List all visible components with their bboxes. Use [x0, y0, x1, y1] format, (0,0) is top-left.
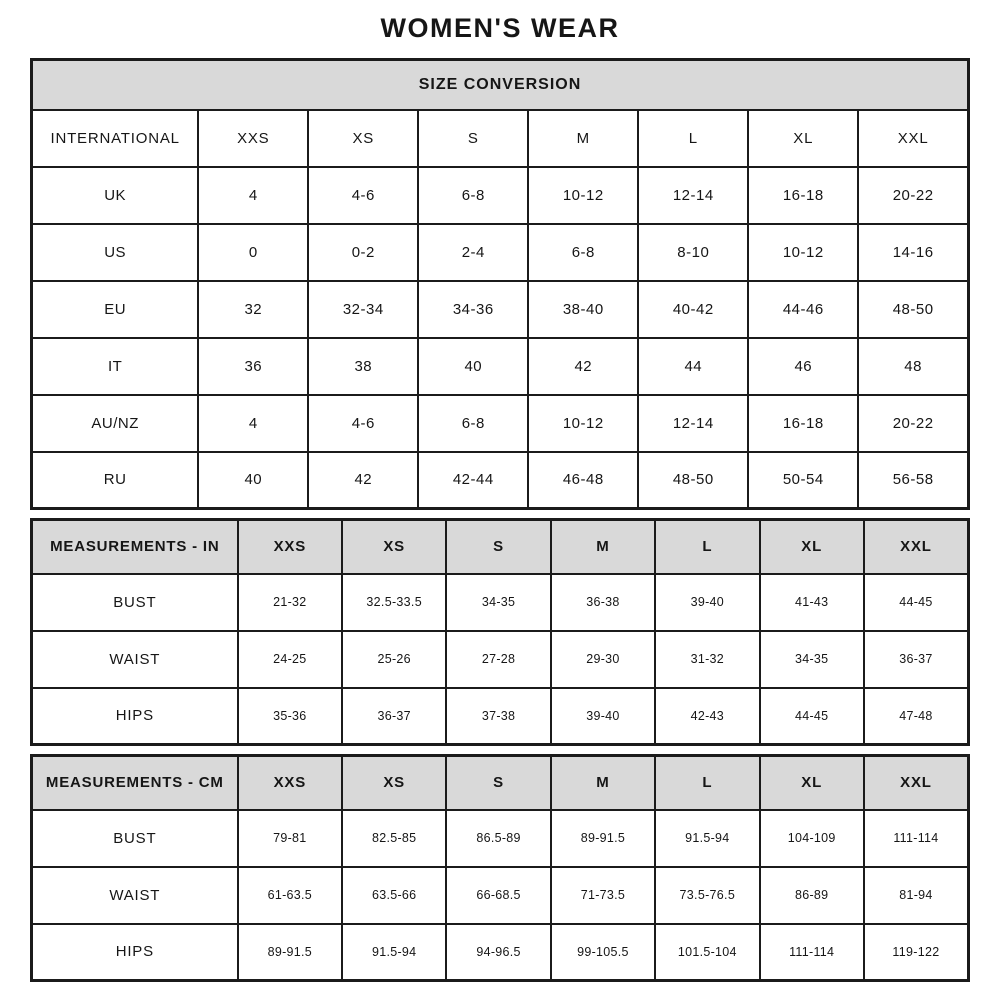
column-header: L — [655, 520, 759, 574]
cell-value: 86-89 — [760, 867, 864, 924]
column-header: L — [638, 110, 748, 167]
row-label: WAIST — [32, 631, 238, 688]
cell-value: 10-12 — [528, 167, 638, 224]
cell-value: 41-43 — [760, 574, 864, 631]
cell-value: 81-94 — [864, 867, 969, 924]
table-row — [32, 810, 969, 867]
cell-value: 35-36 — [238, 688, 342, 745]
row-label: IT — [32, 338, 199, 395]
cell-value: 38-40 — [528, 281, 638, 338]
cell-value: 39-40 — [551, 688, 655, 745]
column-header: S — [418, 110, 528, 167]
column-header: XXS — [238, 520, 342, 574]
cell-value: 0 — [198, 224, 308, 281]
column-header-row — [32, 756, 969, 810]
column-header: XS — [308, 110, 418, 167]
cell-value: 21-32 — [238, 574, 342, 631]
cell-value: 34-35 — [446, 574, 550, 631]
cell-value: 89-91.5 — [551, 810, 655, 867]
column-header: L — [655, 756, 759, 810]
cell-value: 86.5-89 — [446, 810, 550, 867]
row-label: WAIST — [32, 867, 238, 924]
cell-value: 29-30 — [551, 631, 655, 688]
column-header: S — [446, 520, 550, 574]
cell-value: 48-50 — [858, 281, 968, 338]
table-gap — [30, 510, 970, 518]
column-header: XXL — [858, 110, 968, 167]
cell-value: 36 — [198, 338, 308, 395]
cell-value: 44-45 — [760, 688, 864, 745]
cell-value: 42-43 — [655, 688, 759, 745]
row-label: RU — [32, 452, 199, 509]
cell-value: 24-25 — [238, 631, 342, 688]
row-label: BUST — [32, 810, 238, 867]
cell-value: 44-46 — [748, 281, 858, 338]
cell-value: 36-37 — [342, 688, 446, 745]
cell-value: 89-91.5 — [238, 924, 342, 981]
cell-value: 10-12 — [748, 224, 858, 281]
cell-value: 32-34 — [308, 281, 418, 338]
column-header: XS — [342, 756, 446, 810]
cell-value: 31-32 — [655, 631, 759, 688]
size-conversion-title: SIZE CONVERSION — [32, 60, 969, 110]
cell-value: 16-18 — [748, 395, 858, 452]
column-header-row — [32, 520, 969, 574]
cell-value: 42 — [528, 338, 638, 395]
measurements-cm-title: MEASUREMENTS - CM — [32, 756, 238, 810]
column-header: M — [551, 756, 655, 810]
column-header: XL — [760, 520, 864, 574]
cell-value: 4 — [198, 167, 308, 224]
cell-value: 36-37 — [864, 631, 969, 688]
cell-value: 40 — [418, 338, 528, 395]
measurements-cm-table — [30, 754, 970, 982]
cell-value: 91.5-94 — [655, 810, 759, 867]
cell-value: 4 — [198, 395, 308, 452]
cell-value: 6-8 — [418, 395, 528, 452]
column-header: XL — [760, 756, 864, 810]
table-row — [32, 224, 969, 281]
cell-value: 42-44 — [418, 452, 528, 509]
cell-value: 79-81 — [238, 810, 342, 867]
cell-value: 6-8 — [418, 167, 528, 224]
row-label: EU — [32, 281, 199, 338]
measurements-in-title: MEASUREMENTS - IN — [32, 520, 238, 574]
cell-value: 34-36 — [418, 281, 528, 338]
cell-value: 99-105.5 — [551, 924, 655, 981]
cell-value: 16-18 — [748, 167, 858, 224]
cell-value: 10-12 — [528, 395, 638, 452]
cell-value: 25-26 — [342, 631, 446, 688]
column-header: XXL — [864, 520, 969, 574]
cell-value: 111-114 — [864, 810, 969, 867]
row-label: US — [32, 224, 199, 281]
column-header: XL — [748, 110, 858, 167]
table-title-row — [32, 60, 969, 110]
table-row — [32, 574, 969, 631]
table-gap — [30, 746, 970, 754]
cell-value: 91.5-94 — [342, 924, 446, 981]
table-row — [32, 395, 969, 452]
cell-value: 104-109 — [760, 810, 864, 867]
cell-value: 39-40 — [655, 574, 759, 631]
table-row — [32, 631, 969, 688]
cell-value: 6-8 — [528, 224, 638, 281]
cell-value: 4-6 — [308, 395, 418, 452]
cell-value: 63.5-66 — [342, 867, 446, 924]
measurements-in-table — [30, 518, 970, 746]
table-row — [32, 338, 969, 395]
cell-value: 8-10 — [638, 224, 748, 281]
cell-value: 94-96.5 — [446, 924, 550, 981]
cell-value: 42 — [308, 452, 418, 509]
table-row — [32, 924, 969, 981]
row-label: AU/NZ — [32, 395, 199, 452]
cell-value: 4-6 — [308, 167, 418, 224]
cell-value: 14-16 — [858, 224, 968, 281]
cell-value: 61-63.5 — [238, 867, 342, 924]
cell-value: 34-35 — [760, 631, 864, 688]
row-label: UK — [32, 167, 199, 224]
cell-value: 48-50 — [638, 452, 748, 509]
column-header: M — [551, 520, 655, 574]
cell-value: 66-68.5 — [446, 867, 550, 924]
cell-value: 119-122 — [864, 924, 969, 981]
cell-value: 32.5-33.5 — [342, 574, 446, 631]
row-label: BUST — [32, 574, 238, 631]
table-row — [32, 167, 969, 224]
cell-value: 56-58 — [858, 452, 968, 509]
column-header-row — [32, 110, 969, 167]
cell-value: 47-48 — [864, 688, 969, 745]
column-header: XXS — [198, 110, 308, 167]
column-header: XXS — [238, 756, 342, 810]
cell-value: 50-54 — [748, 452, 858, 509]
cell-value: 73.5-76.5 — [655, 867, 759, 924]
measurements-cm-body — [32, 810, 969, 981]
table-row — [32, 281, 969, 338]
cell-value: 20-22 — [858, 395, 968, 452]
page-title: WOMEN'S WEAR — [380, 13, 620, 43]
column-header: M — [528, 110, 638, 167]
cell-value: 71-73.5 — [551, 867, 655, 924]
row-label: HIPS — [32, 924, 238, 981]
cell-value: 40-42 — [638, 281, 748, 338]
cell-value: 46 — [748, 338, 858, 395]
cell-value: 48 — [858, 338, 968, 395]
table-row — [32, 688, 969, 745]
column-header: XXL — [864, 756, 969, 810]
cell-value: 101.5-104 — [655, 924, 759, 981]
cell-value: 37-38 — [446, 688, 550, 745]
cell-value: 27-28 — [446, 631, 550, 688]
cell-value: 82.5-85 — [342, 810, 446, 867]
cell-value: 32 — [198, 281, 308, 338]
column-header: INTERNATIONAL — [32, 110, 199, 167]
cell-value: 2-4 — [418, 224, 528, 281]
table-row — [32, 867, 969, 924]
cell-value: 111-114 — [760, 924, 864, 981]
size-conversion-table — [30, 58, 970, 510]
cell-value: 38 — [308, 338, 418, 395]
cell-value: 20-22 — [858, 167, 968, 224]
cell-value: 12-14 — [638, 167, 748, 224]
cell-value: 0-2 — [308, 224, 418, 281]
cell-value: 40 — [198, 452, 308, 509]
cell-value: 36-38 — [551, 574, 655, 631]
cell-value: 44 — [638, 338, 748, 395]
cell-value: 46-48 — [528, 452, 638, 509]
size-conversion-body — [32, 167, 969, 509]
cell-value: 44-45 — [864, 574, 969, 631]
row-label: HIPS — [32, 688, 238, 745]
column-header: XS — [342, 520, 446, 574]
table-row — [32, 452, 969, 509]
cell-value: 12-14 — [638, 395, 748, 452]
measurements-in-body — [32, 574, 969, 745]
column-header: S — [446, 756, 550, 810]
